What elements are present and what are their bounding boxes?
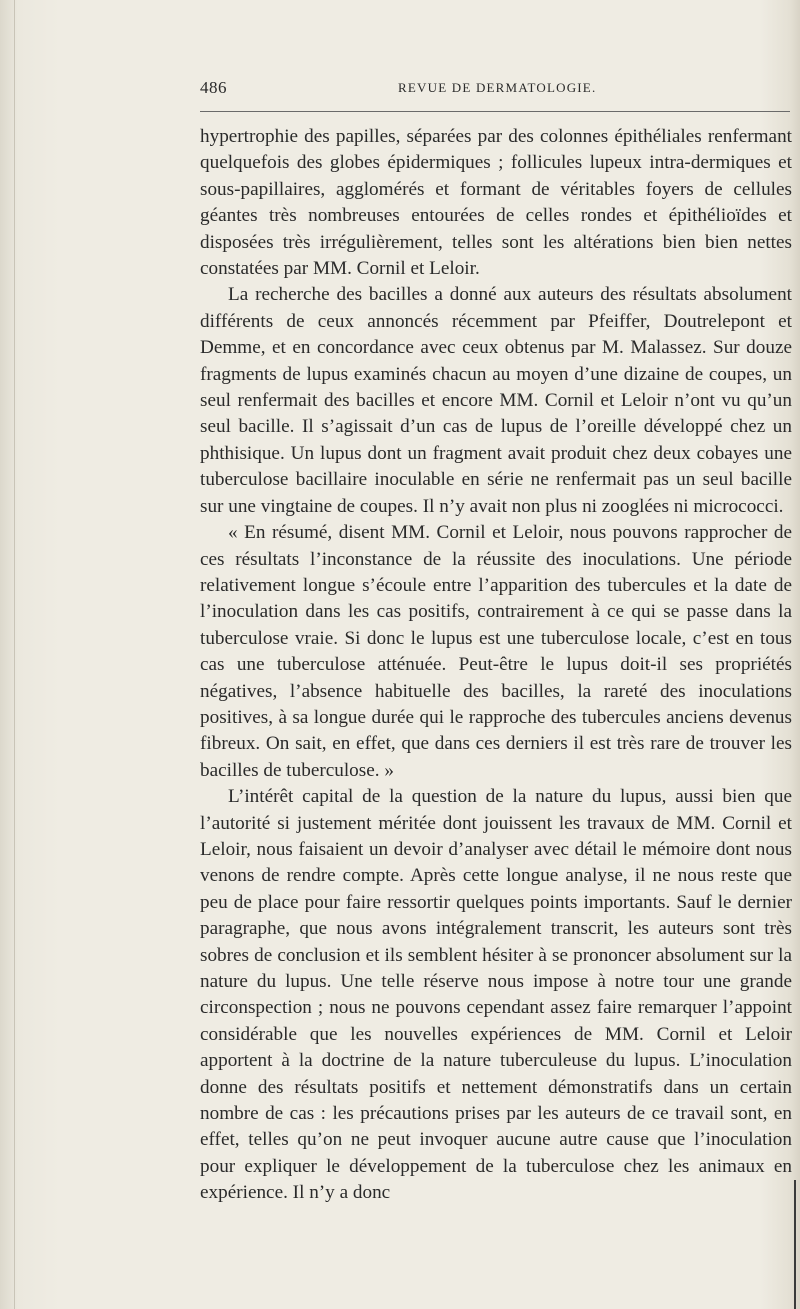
page-edge-mark [794,1180,796,1309]
page-gutter-edge [14,0,15,1309]
page-header [200,78,790,100]
paragraph-2: La recherche des bacilles a donné aux auteurs des résultats absolument différents de ceux annoncés récemment par Pfeiffer, Doutrelepont et Demme, et en concordance avec ceux obtenus par M. Malassez. Sur douze fragments de lupus examinés chacun au moyen d’une dizaine de coupes, un seul renfermait des bacilles et encore MM. Cornil et Leloir n’ont vu qu’un seul bacille. Il s’agissait d’un cas de lupus de l’oreille développé chez un phthisique. Un lupus dont un fragment avait produit chez deux cobayes une tuberculose bacillaire inoculable en série ne renfermait pas un seul bacille sur une vingtaine de coupes. Il n’y avait non plus ni zooglées ni micrococci. [200,284,792,517]
paragraph-1: hypertrophie des papilles, séparées par des colonnes épithéliales renfermant quelquefois des globes épidermiques ; follicules lupeux intra-dermiques et sous-papillaires, agglomérés et formant de véritables foyers de cellules géantes très nombreuses entourées de celles rondes et épithélioïdes et disposées très irrégulièrement, telles sont les altérations bien bien nettes constatées par MM. Cornil et Leloir. [200,126,792,280]
paragraph-3: « En résumé, disent MM. Cornil et Leloir, nous pouvons rapprocher de ces résultats l’inconstance de la réussite des inoculations. Une période relativement longue s’écoule entre l’apparition des tubercules et la date de l’inoculation dans les cas positifs, contrairement à ce qui se passe dans la tuberculose vraie. Si donc le lupus est une tuberculose locale, c’est en tous cas une tuberculose atténuée. Peut-être le lupus doit-il ses propriétés négatives, l’absence habituelle des bacilles, la rareté des inoculations positives, à sa longue durée qui le rapproche des tubercules anciens devenus fibreux. On sait, en effet, que dans ces derniers il est très rare de trouver les bacilles de tuberculose. » [200,522,792,781]
page-number: 486 [200,78,227,97]
header-rule [200,111,790,112]
paragraph-4: L’intérêt capital de la question de la nature du lupus, aussi bien que l’autorité si justement méritée dont jouissent les travaux de MM. Cornil et Leloir, nous faisaient un devoir d’analyser avec détail le mémoire dont nous venons de rendre compte. Après cette longue analyse, il ne nous reste que peu de place pour faire ressortir quelques points importants. Sauf le dernier paragraphe, que nous avons intégralement transcrit, les auteurs sont très sobres de conclusion et ils semblent hésiter à se prononcer absolument sur la nature du lupus. Une telle réserve nous impose à notre tour une grande circonspection ; nous ne pouvons cependant assez faire remarquer l’appoint considérable que les nouvelles expériences de MM. Cornil et Leloir apportent à la doctrine de la nature tuberculeuse du lupus. L’inoculation donne des résultats positifs et nettement démonstratifs dans un certain nombre de cas : les précautions prises par les auteurs de ce travail sont, en effet, telles qu’on ne peut invoquer aucune autre cause que l’inoculation pour expliquer le développement de la tuberculose chez les animaux en expérience. Il n’y a donc [200,786,792,1204]
body-text [200,124,792,1207]
running-head: REVUE DE DERMATOLOGIE. [398,80,597,95]
